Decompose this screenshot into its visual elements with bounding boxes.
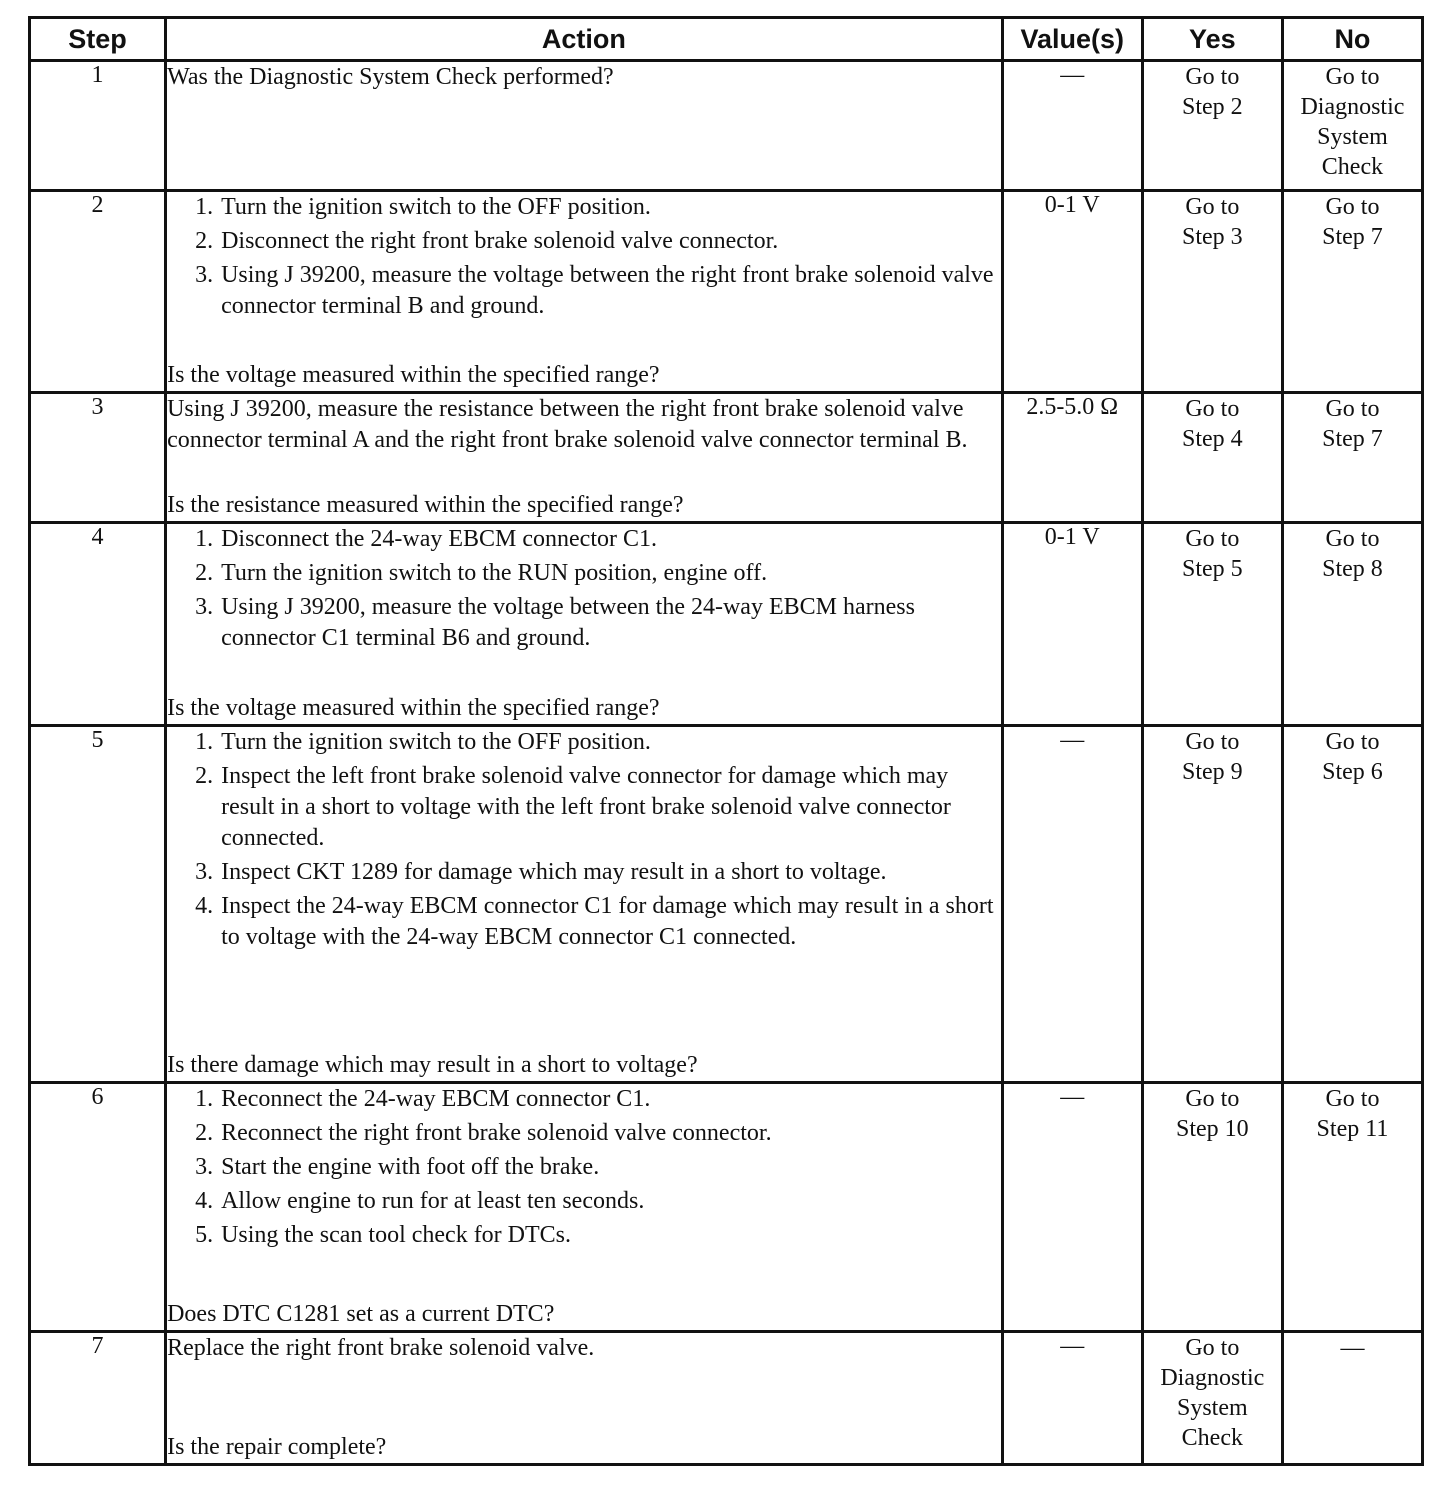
value-cell: 0-1 V xyxy=(1002,523,1142,726)
table-row xyxy=(30,1332,1423,1465)
yes-cell: Go to Step 3 xyxy=(1142,191,1282,393)
action-question: Is the resistance measured within the specified range? xyxy=(167,492,684,518)
procedure-step: 1. Disconnect the 24-way EBCM connector C1. xyxy=(219,524,1001,555)
header-step: Step xyxy=(30,18,166,61)
action-content xyxy=(167,524,1001,724)
action-body xyxy=(167,524,1001,657)
action-content xyxy=(167,727,1001,1081)
action-content xyxy=(167,62,1001,189)
action-intro: Using J 39200, measure the resistance between the right front brake solenoid valve connector terminal A and the right front brake solenoid valve connector terminal B. xyxy=(167,396,968,453)
no-cell: Go to Diagnostic System Check xyxy=(1282,61,1422,191)
procedure-step: 5. Using the scan tool check for DTCs. xyxy=(219,1220,1001,1251)
action-cell xyxy=(166,1332,1003,1465)
action-content xyxy=(167,1084,1001,1330)
table-body xyxy=(30,61,1423,1465)
procedure-step: 1. Reconnect the 24-way EBCM connector C1. xyxy=(219,1084,1001,1115)
action-body xyxy=(167,192,1001,325)
action-content xyxy=(167,192,1001,391)
no-cell: — xyxy=(1282,1332,1422,1465)
procedure-list xyxy=(167,1084,1001,1251)
procedure-step: 4. Allow engine to run for at least ten seconds. xyxy=(219,1186,1001,1217)
action-body xyxy=(167,727,1001,956)
procedure-step: 2. Reconnect the right front brake solenoid valve connector. xyxy=(219,1118,1001,1149)
procedure-list xyxy=(167,192,1001,322)
procedure-step: 4. Inspect the 24-way EBCM connector C1 for damage which may result in a short to voltage with the 24-way EBCM connector C1 connected. xyxy=(219,891,1001,953)
header-row xyxy=(30,18,1423,61)
yes-cell: Go to Step 10 xyxy=(1142,1083,1282,1332)
step-number: 1 xyxy=(30,61,166,191)
value-cell: — xyxy=(1002,1083,1142,1332)
step-number: 2 xyxy=(30,191,166,393)
step-number: 4 xyxy=(30,523,166,726)
no-cell: Go to Step 7 xyxy=(1282,191,1422,393)
no-cell: Go to Step 8 xyxy=(1282,523,1422,726)
procedure-step: 2. Turn the ignition switch to the RUN position, engine off. xyxy=(219,558,1001,589)
header-no: No xyxy=(1282,18,1422,61)
yes-cell: Go to Diagnostic System Check xyxy=(1142,1332,1282,1465)
value-cell: — xyxy=(1002,1332,1142,1465)
action-cell xyxy=(166,726,1003,1083)
action-content xyxy=(167,394,1001,521)
procedure-step: 3. Using J 39200, measure the voltage between the right front brake solenoid valve connector terminal B and ground. xyxy=(219,260,1001,322)
table-row xyxy=(30,191,1423,393)
action-question: Is the repair complete? xyxy=(167,1434,387,1460)
table-row xyxy=(30,1083,1423,1332)
value-cell: — xyxy=(1002,726,1142,1083)
action-intro: Replace the right front brake solenoid valve. xyxy=(167,1335,595,1361)
action-intro: Was the Diagnostic System Check performed? xyxy=(167,64,614,90)
table-row xyxy=(30,393,1423,523)
procedure-list xyxy=(167,524,1001,654)
action-cell xyxy=(166,61,1003,191)
table-row xyxy=(30,61,1423,191)
action-cell xyxy=(166,393,1003,523)
table-header xyxy=(30,18,1423,61)
yes-cell: Go to Step 4 xyxy=(1142,393,1282,523)
diagnostic-table xyxy=(28,16,1424,1466)
action-question: Is the voltage measured within the specified range? xyxy=(167,362,660,388)
step-number: 7 xyxy=(30,1332,166,1465)
procedure-list xyxy=(167,727,1001,953)
no-cell: Go to Step 11 xyxy=(1282,1083,1422,1332)
procedure-step: 1. Turn the ignition switch to the OFF position. xyxy=(219,727,1001,758)
action-question: Does DTC C1281 set as a current DTC? xyxy=(167,1301,555,1327)
step-number: 3 xyxy=(30,393,166,523)
procedure-step: 3. Start the engine with foot off the brake. xyxy=(219,1152,1001,1183)
action-body xyxy=(167,1333,1001,1364)
action-body xyxy=(167,62,1001,93)
procedure-step: 3. Using J 39200, measure the voltage between the 24-way EBCM harness connector C1 terminal B6 and ground. xyxy=(219,592,1001,654)
header-yes: Yes xyxy=(1142,18,1282,61)
value-cell: 2.5-5.0 Ω xyxy=(1002,393,1142,523)
yes-cell: Go to Step 2 xyxy=(1142,61,1282,191)
step-number: 6 xyxy=(30,1083,166,1332)
procedure-step: 3. Inspect CKT 1289 for damage which may result in a short to voltage. xyxy=(219,857,1001,888)
action-cell xyxy=(166,1083,1003,1332)
yes-cell: Go to Step 5 xyxy=(1142,523,1282,726)
action-cell xyxy=(166,523,1003,726)
action-body xyxy=(167,394,1001,456)
value-cell: 0-1 V xyxy=(1002,191,1142,393)
procedure-step: 1. Turn the ignition switch to the OFF position. xyxy=(219,192,1001,223)
table-row xyxy=(30,523,1423,726)
header-value: Value(s) xyxy=(1002,18,1142,61)
value-cell: — xyxy=(1002,61,1142,191)
step-number: 5 xyxy=(30,726,166,1083)
procedure-step: 2. Inspect the left front brake solenoid valve connector for damage which may result in a short to voltage with the left front brake solenoid valve connector connected. xyxy=(219,761,1001,854)
header-action: Action xyxy=(166,18,1003,61)
yes-cell: Go to Step 9 xyxy=(1142,726,1282,1083)
no-cell: Go to Step 7 xyxy=(1282,393,1422,523)
table-row xyxy=(30,726,1423,1083)
action-content xyxy=(167,1333,1001,1463)
procedure-step: 2. Disconnect the right front brake solenoid valve connector. xyxy=(219,226,1001,257)
no-cell: Go to Step 6 xyxy=(1282,726,1422,1083)
action-question: Is there damage which may result in a short to voltage? xyxy=(167,1052,698,1078)
action-question: Is the voltage measured within the specified range? xyxy=(167,695,660,721)
action-cell xyxy=(166,191,1003,393)
action-body xyxy=(167,1084,1001,1254)
